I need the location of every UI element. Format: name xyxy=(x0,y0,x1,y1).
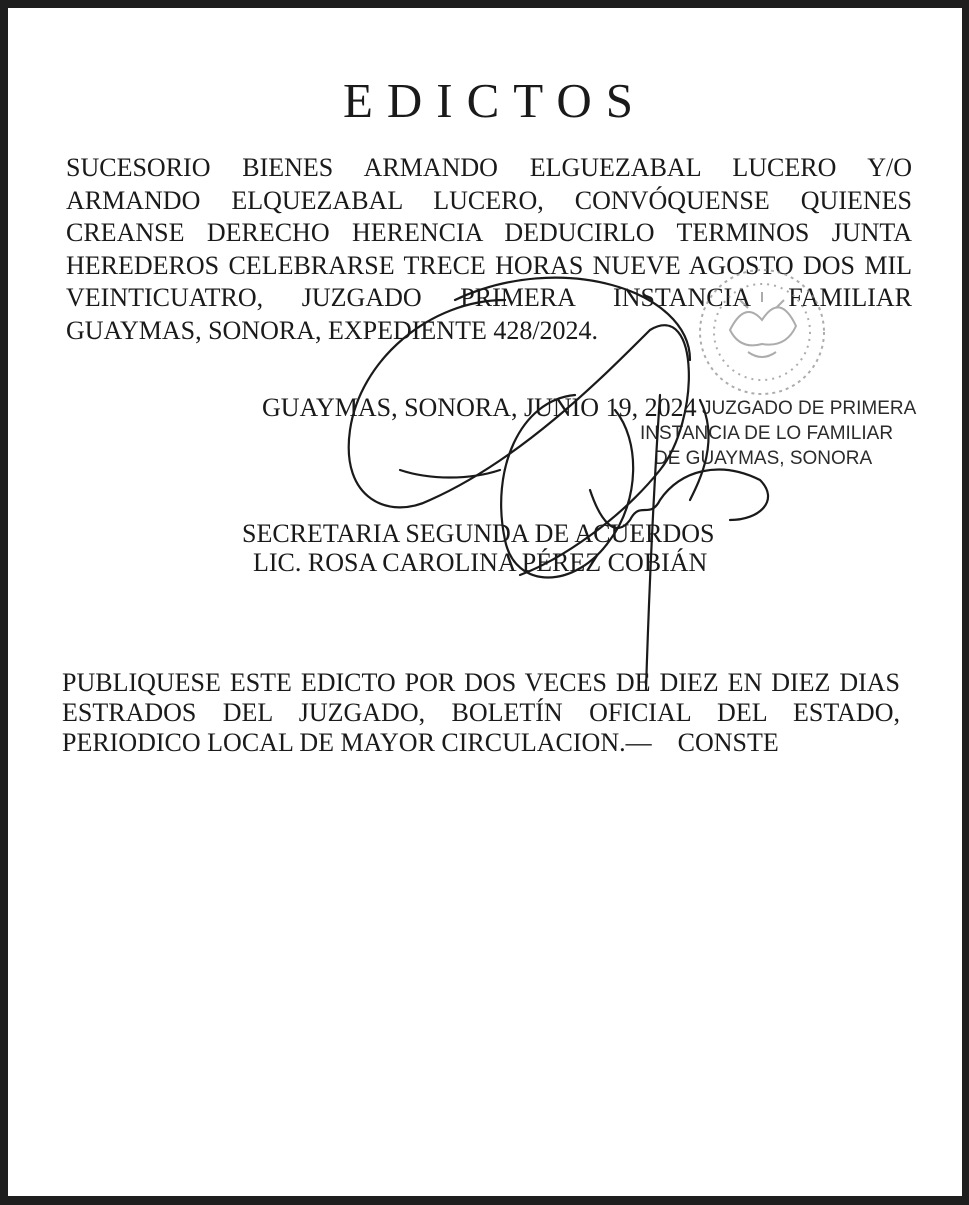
stamp-line: INSTANCIA DE LO FAMILIAR xyxy=(640,423,894,444)
edict-body-line: GUAYMAS, SONORA, EXPEDIENTE 428/2024. xyxy=(66,315,599,345)
publication-line: PUBLIQUESE ESTE EDICTO POR DOS VECES DE DIEZ EN DIEZ DIAS xyxy=(62,668,900,697)
edict-body-line: ARMANDO ELQUEZABAL LUCERO, CONVÓQUENSE QUIENES xyxy=(66,185,912,215)
signatory-name: LIC. ROSA CAROLINA PÉREZ COBIÁN xyxy=(253,548,708,577)
stamp-line: JUZGADO DE PRIMERA xyxy=(702,398,917,419)
court-stamp xyxy=(636,396,917,486)
publication-line: ESTRADOS DEL JUZGADO, BOLETÍN OFICIAL DEL ESTADO, xyxy=(62,698,900,727)
edict-body xyxy=(66,152,912,347)
publication-line: PERIODICO LOCAL DE MAYOR CIRCULACION.— CONSTE xyxy=(62,728,779,757)
edict-body-line: HEREDEROS CELEBRARSE TRECE HORAS NUEVE AGOSTO DOS MIL xyxy=(66,250,912,280)
edict-body-line: SUCESORIO BIENES ARMANDO ELGUEZABAL LUCERO Y/O xyxy=(66,153,912,182)
stamp-line: DE GUAYMAS, SONORA xyxy=(654,448,873,469)
signatory-role: SECRETARIA SEGUNDA DE ACUERDOS xyxy=(242,519,715,548)
edict-body-line: VEINTICUATRO, JUZGADO PRIMERA INSTANCIA FAMILIAR xyxy=(66,283,912,312)
publication-notice xyxy=(62,668,900,758)
edict-body-line: CREANSE DERECHO HERENCIA DEDUCIRLO TERMINOS JUNTA xyxy=(66,218,912,247)
date-line: GUAYMAS, SONORA, JUNIO 19, 2024 xyxy=(262,393,697,422)
document-title: EDICTOS xyxy=(342,73,647,128)
